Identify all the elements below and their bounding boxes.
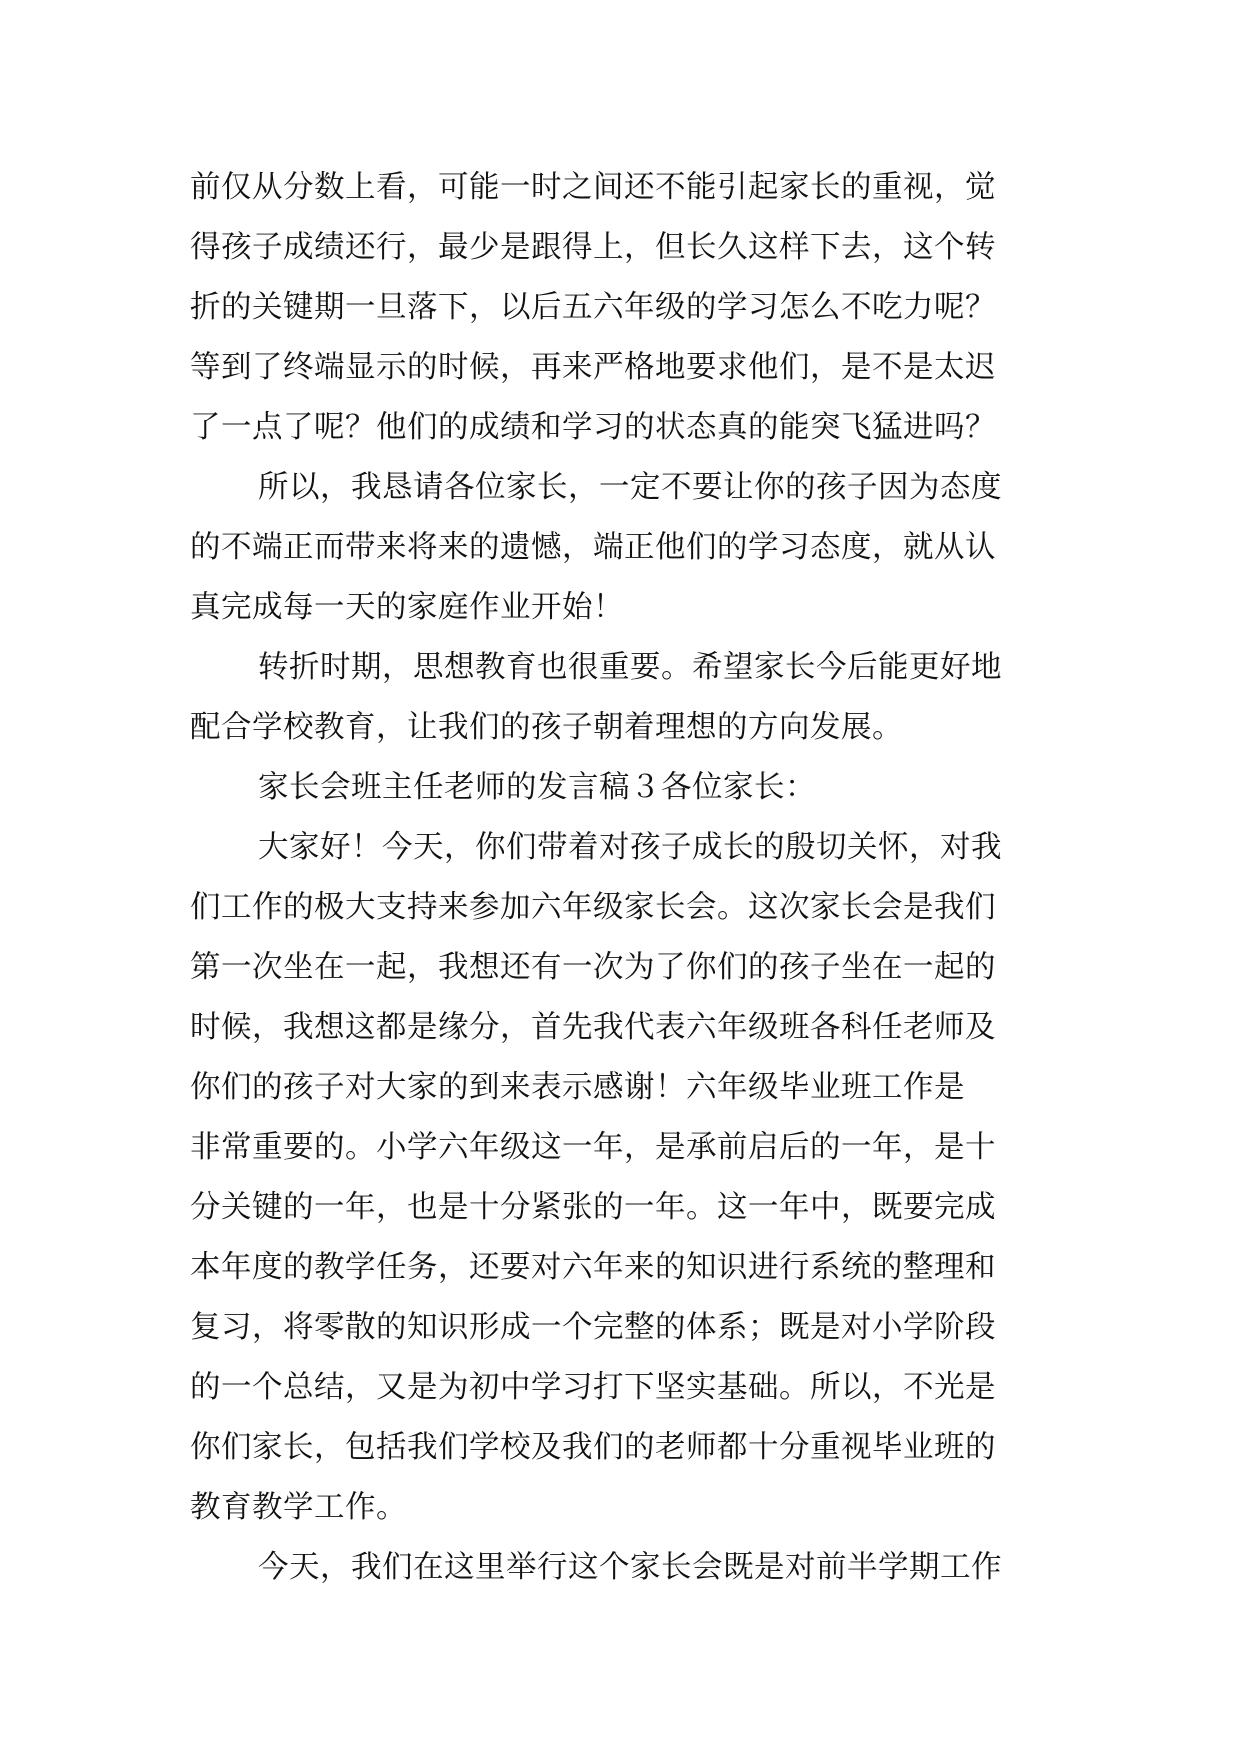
section-heading-line: 家长会班主任老师的发言稿３各位家长： <box>258 770 816 805</box>
paragraph-start-line: 转折时期，思想教育也很重要。希望家长今后能更好地 <box>258 650 1002 685</box>
text-line: 等到了终端显示的时候，再来严格地要求他们，是不是太迟 <box>190 350 996 385</box>
text-line: 得孩子成绩还行，最少是跟得上，但长久这样下去，这个转 <box>190 230 996 265</box>
text-line: 复习，将零散的知识形成一个完整的体系；既是对小学阶段 <box>190 1310 996 1345</box>
text-line: 的不端正而带来将来的遗憾，端正他们的学习态度，就从认 <box>190 530 996 565</box>
paragraph-start-line: 今天，我们在这里举行这个家长会既是对前半学期工作 <box>258 1550 1002 1585</box>
paragraph-start-line: 大家好！今天，你们带着对孩子成长的殷切关怀，对我 <box>258 830 1002 865</box>
text-line: 折的关键期一旦落下，以后五六年级的学习怎么不吃力呢？ <box>190 290 996 325</box>
text-line: 本年度的教学任务，还要对六年来的知识进行系统的整理和 <box>190 1250 996 1285</box>
text-line: 的一个总结，又是为初中学习打下坚实基础。所以，不光是 <box>190 1370 996 1405</box>
text-line: 教育教学工作。 <box>190 1490 407 1525</box>
text-line: 时候，我想这都是缘分，首先我代表六年级班各科任老师及 <box>190 1010 996 1045</box>
text-line: 第一次坐在一起，我想还有一次为了你们的孩子坐在一起的 <box>190 950 996 985</box>
text-line: 了一点了呢？他们的成绩和学习的状态真的能突飞猛进吗？ <box>190 410 996 445</box>
document-body <box>190 158 1050 1598</box>
text-line: 配合学校教育，让我们的孩子朝着理想的方向发展。 <box>190 710 903 745</box>
text-line: 你们家长，包括我们学校及我们的老师都十分重视毕业班的 <box>190 1430 996 1465</box>
text-line: 你们的孩子对大家的到来表示感谢！六年级毕业班工作是 <box>190 1070 965 1105</box>
paragraph-start-line: 所以，我恳请各位家长，一定不要让你的孩子因为态度 <box>258 470 1002 505</box>
text-line: 们工作的极大支持来参加六年级家长会。这次家长会是我们 <box>190 890 996 925</box>
text-line: 非常重要的。小学六年级这一年，是承前启后的一年，是十 <box>190 1130 996 1165</box>
text-line: 分关键的一年，也是十分紧张的一年。这一年中，既要完成 <box>190 1190 996 1225</box>
text-line: 前仅从分数上看，可能一时之间还不能引起家长的重视，觉 <box>190 170 996 205</box>
text-line: 真完成每一天的家庭作业开始！ <box>190 590 624 625</box>
